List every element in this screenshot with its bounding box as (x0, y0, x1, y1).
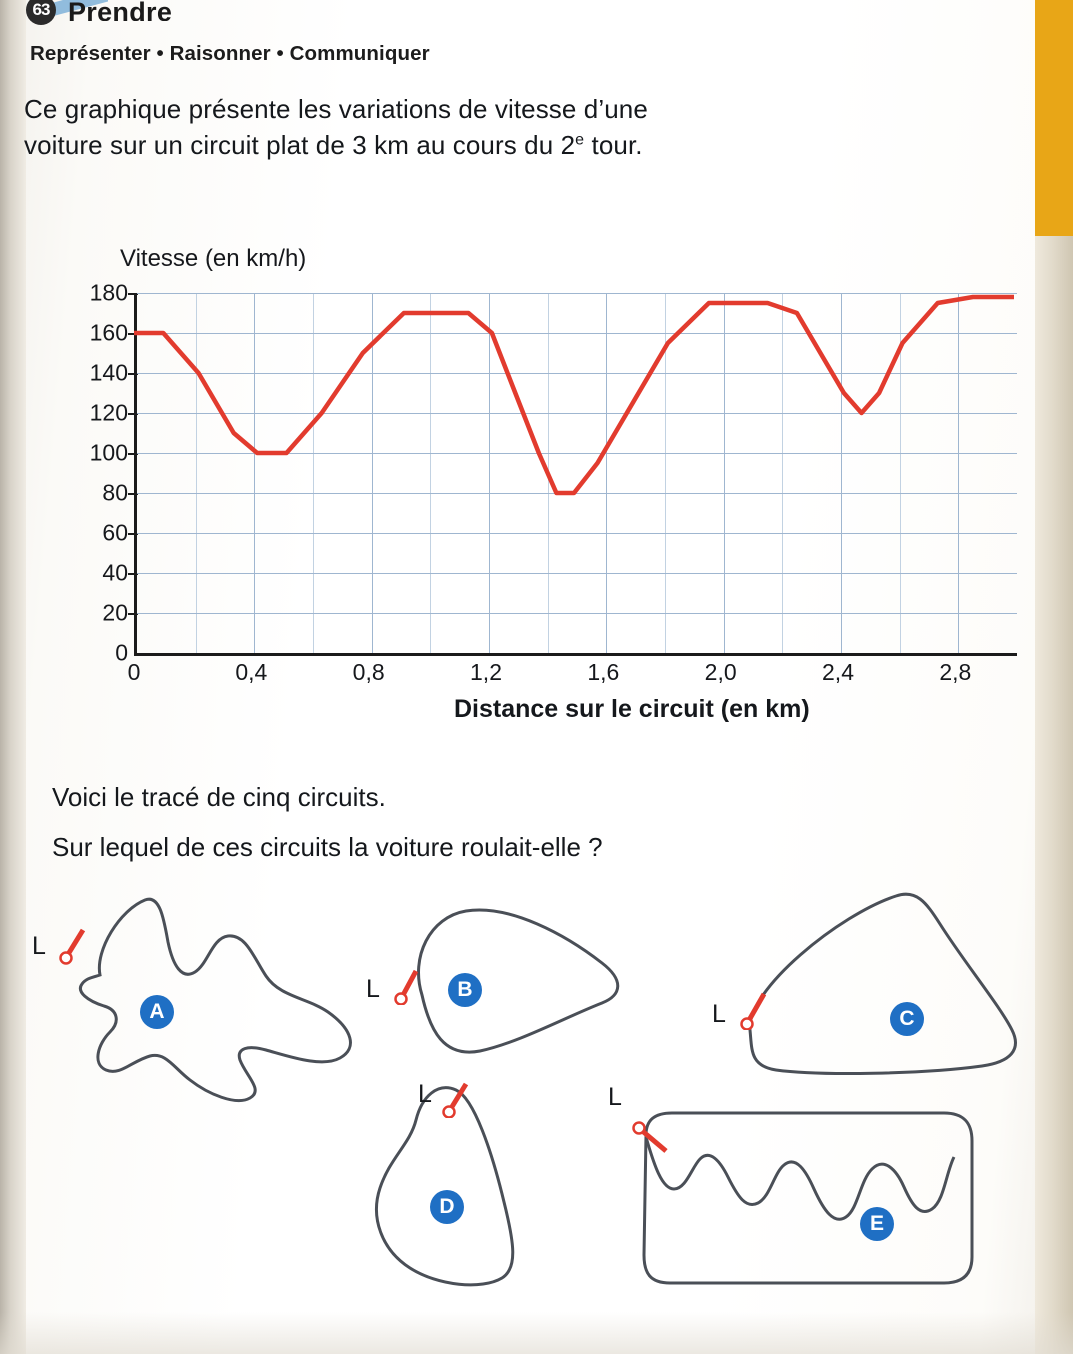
chart-x-tick-label: 0,8 (352, 659, 385, 685)
chart-gridline-horizontal (137, 413, 1017, 414)
chart-y-tick-label: 120 (89, 399, 128, 426)
circuit-figures (32, 880, 1030, 1320)
question-prompt: Sur lequel de ces circuits la voiture roulait-elle ? (52, 832, 603, 862)
circuit-E-badge: E (860, 1207, 894, 1241)
chart-gridline-vertical (958, 293, 959, 653)
circuit-E-start-marker (630, 1117, 680, 1163)
exercise-statement (24, 92, 1024, 164)
statement-line-2a: voiture sur un circuit plat de 3 km au cours du 2 (24, 129, 576, 160)
chart-gridline-vertical (606, 293, 607, 653)
circuit-A-start-marker (58, 922, 98, 966)
question-intro: Voici le tracé de cinq circuits. (52, 782, 386, 812)
chart-x-tick-label: 0 (127, 659, 141, 685)
chart-y-tick-label: 60 (102, 519, 128, 546)
circuit-E[interactable] (588, 1085, 988, 1300)
chart-y-axis-title: Vitesse (en km/h) (120, 245, 307, 272)
chart-plot-area (134, 293, 1017, 656)
chart-x-axis-title: Distance sur le circuit (en km) (454, 695, 810, 723)
circuit-D[interactable] (352, 1072, 552, 1302)
chart-x-tick-label: 2,4 (822, 659, 854, 685)
chart-x-tick-label: 0,4 (235, 659, 268, 685)
chart-x-tick-label: 2,0 (704, 659, 737, 685)
circuit-B-start-marker (392, 961, 432, 1005)
page-edge-right (1035, 0, 1073, 1354)
circuit-A-badge: A (140, 995, 174, 1029)
circuit-B-badge: B (448, 973, 482, 1007)
chart-gridline-vertical-minor (548, 293, 549, 653)
chart-y-ticks (24, 279, 128, 666)
page-color-tab (1035, 0, 1073, 236)
chart-gridline-vertical-minor (430, 293, 431, 653)
circuit-C[interactable] (700, 880, 1030, 1100)
circuit-E-start-label: L (608, 1083, 622, 1111)
chart-y-tick-label: 140 (89, 359, 128, 386)
circuit-A-track (40, 880, 370, 1110)
circuit-D-start-label: L (418, 1080, 432, 1108)
exercise-header (26, 0, 172, 28)
chart-y-tick-label: 80 (102, 479, 128, 506)
chart-x-tick-label: 1,6 (587, 659, 620, 685)
chart-gridline-horizontal (137, 333, 1017, 334)
circuit-D-badge: D (430, 1190, 464, 1224)
chart-y-tick-label: 100 (89, 439, 128, 466)
circuit-A-start-label: L (32, 932, 46, 960)
chart-gridline-vertical (841, 293, 842, 653)
page-gutter-left (0, 0, 26, 1354)
chart-gridline-horizontal (137, 453, 1017, 454)
circuit-C-badge: C (890, 1002, 924, 1036)
chart-gridline-vertical (372, 293, 373, 653)
statement-line-2b: tour. (584, 129, 643, 160)
chart-x-tick-label: 1,2 (470, 659, 502, 685)
chart-gridline-vertical (254, 293, 255, 653)
chart-gridline-vertical-minor (665, 293, 666, 653)
exercise-title-word: Prendre (68, 0, 173, 21)
chart-gridline-vertical-minor (313, 293, 314, 653)
chart-x-tick-label: 2,8 (939, 659, 972, 685)
statement-line-1: Ce graphique présente les variations de vitesse d’une (24, 94, 648, 124)
chart-gridline-horizontal (137, 373, 1017, 374)
speed-distance-chart (24, 245, 1024, 745)
page-bottom-shade (0, 1312, 1073, 1354)
chart-gridline-vertical (724, 293, 725, 653)
circuit-C-start-label: L (712, 1000, 726, 1028)
chart-y-tick-label: 20 (102, 599, 128, 626)
circuit-C-start-marker (738, 984, 778, 1030)
chart-gridline-horizontal (137, 293, 1017, 294)
chart-gridline-vertical-minor (196, 293, 197, 653)
circuit-B-start-label: L (366, 975, 380, 1003)
chart-gridline-vertical-minor (782, 293, 783, 653)
chart-gridline-horizontal (137, 573, 1017, 574)
chart-gridline-vertical-minor (900, 293, 901, 653)
chart-gridline-horizontal (137, 493, 1017, 494)
chart-y-tick-label: 160 (89, 319, 128, 346)
chart-gridline-horizontal (137, 533, 1017, 534)
chart-gridline-vertical (489, 293, 490, 653)
chart-y-tick-label: 40 (102, 559, 128, 586)
circuit-A[interactable] (32, 880, 370, 1110)
statement-ordinal-exponent: e (575, 131, 585, 149)
chart-y-tick-label: 0 (115, 639, 128, 666)
chart-y-tick-label: 180 (89, 279, 128, 306)
circuit-D-start-marker (442, 1072, 482, 1118)
chart-gridline-horizontal (137, 613, 1017, 614)
competences-line: Représenter • Raisonner • Communiquer (30, 42, 430, 65)
circuit-B[interactable] (366, 895, 650, 1075)
exercise-number: 63 (26, 0, 56, 25)
